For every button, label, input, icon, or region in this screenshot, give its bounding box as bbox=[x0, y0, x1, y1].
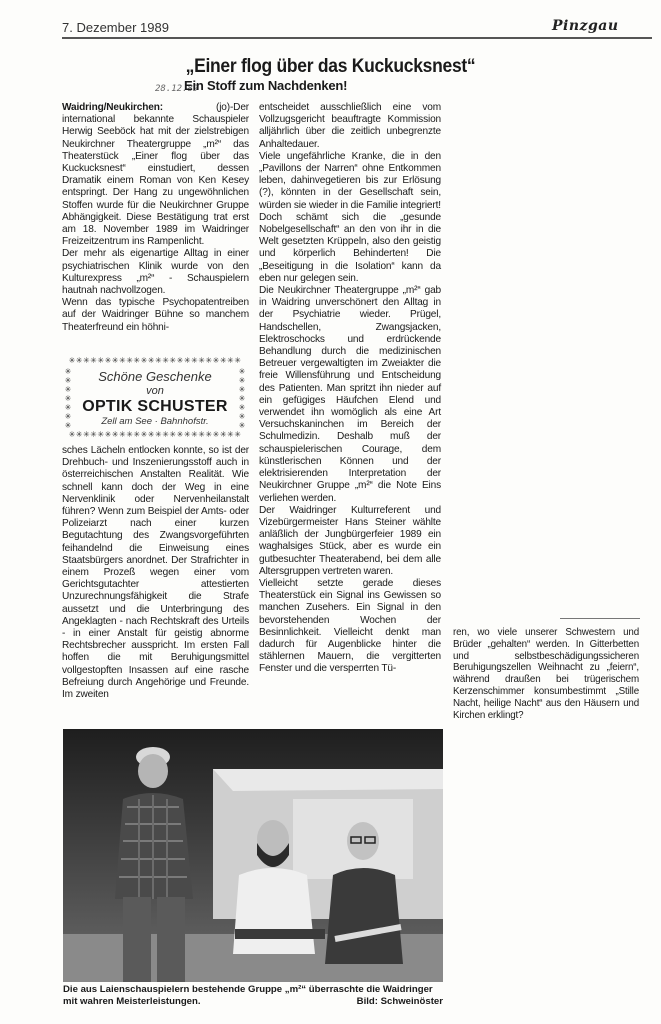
article-column-3 bbox=[453, 627, 639, 721]
column-3-rule bbox=[560, 618, 640, 619]
ad-address: Zell am See · Bahnhofstr. bbox=[101, 416, 209, 427]
ad-business-name: OPTIK SCHUSTER bbox=[82, 398, 228, 415]
article-headline: „Einer flog über das Kuckucksnest“ bbox=[185, 56, 476, 77]
article-paragraph: Die Neukirchner Theatergruppe „m²“ gab in Waidring unverschönert den Alltag in der Psychiatrie wieder. Prügel, Handschellen, Zwangsjacken, Elektroschocks und erdrückende Behandlung durch die medizinischen Betreuer vergewaltigten im Zweiakter die freie Willensführung und Entscheidung des Patienten. Man spritzt ihn nieder auf ein gefügiges Häufchen Elend und verwendet ihn womöglich als eine Art Versuchskaninchen im Bereich der Schulmedizin. Deshalb muß der schauspielerischen Courage, dem künstlerischen Können und der elektrisierenden Interpretation der Neukirchner Gruppe „m²“ die Note Eins verliehen werden. bbox=[259, 285, 441, 504]
ad-star-border-left: ✳ ✳ ✳ ✳ ✳ ✳ ✳ bbox=[64, 367, 72, 430]
article-paragraph: Doch schämt sich die „gesunde Nobelgesellschaft“ an den von ihr in die Welt gesetzten Krüppeln, also den geistig und körperlich Behinderten! Die „Beseitigung in die Isolation“ kann da eben nur gelegen sein. bbox=[259, 211, 441, 284]
ad-tagline: Schöne Geschenke bbox=[98, 369, 212, 384]
article-column-2 bbox=[259, 102, 441, 676]
article-paragraph: Der mehr als eigenartige Alltag in einer psychiatrischen Klinik wurde von den Kulturexpress „m²“ - Schauspielern hautnah nachvollzogen. bbox=[62, 248, 249, 297]
article-paragraph: entscheidet ausschließlich eine vom Vollzugsgericht beauftragte Kommission alljährlich über die zeitlich unbegrenzte Anhaltedauer. bbox=[259, 102, 441, 150]
article-subheadline: Ein Stoff zum Nachdenken! bbox=[184, 78, 348, 93]
ad-star-border-bottom: ✳✳✳✳✳✳✳✳✳✳✳✳✳✳✳✳✳✳✳✳✳✳✳✳ bbox=[68, 430, 242, 439]
article-paragraph: sches Lächeln entlocken konnte, so ist der Drehbuch- und Inszenierungsstoff auch in österreichischen Anstalten Realität. Wie schnell kann doch der Weg in eine Nervenklinik oder Nervenheilanstalt führen? Wenn zum Beispiel der Amts- oder Polizeiarzt nach einer kurzen Begutachtung des Zwangsvorgeführten feihandelnd die Einweisung eines Staatsbürgers anordnet. Der Strafrichter in einem Prozeß wegen einer vom Gerichtsgutachter attestierten Unzurechnungsfähigkeit die Strafe aussetzt und die Unterbringung des Angeklagten - nach Rechtskraft des Urteils - in einer Anstalt für geistig abnorme Rechtsbrecher ausspricht. Im ersten Fall hoffen die mit Beruhigungsmittel vollgestopften Insassen auf eine rasche Befreiung durch Angehörige und Freunde. Im zweiten bbox=[62, 445, 249, 701]
dateline: Waidring/Neukirchen: bbox=[62, 102, 163, 113]
article-paragraph: Der Waidringer Kulturreferent und Vizebürgermeister Hans Steiner wählte anläßlich der Jungbürgerfeier 1989 ein waghalsiges Stück, aber es wurde ein gutbesuchter Theaterabend, bei dem alle Altersgruppen vertreten waren. bbox=[259, 504, 441, 577]
issue-date: 7. Dezember 1989 bbox=[62, 20, 169, 35]
article-paragraph: Vielleicht setzte gerade dieses Theaterstück ein Signal ins Gewissen so manchen Zusehers. Ein Signal in den bevorstehenden Wochen der Besinnlichkeit. Vielleicht denkt man dadurch für Augenblicke hinter die stählernen Mauern, die vergitterten Fenster und die versperrten Tü- bbox=[259, 577, 441, 675]
photo-credit: Bild: Schweinöster bbox=[356, 996, 443, 1007]
header-rule bbox=[62, 37, 652, 39]
article-column-1 bbox=[62, 102, 249, 334]
article-paragraph: Wenn das typische Psychopatentreiben auf der Waidringer Bühne so manchem Theaterfreund ein höhni- bbox=[62, 297, 249, 333]
photo-caption bbox=[63, 984, 443, 1008]
ad-connector: von bbox=[146, 385, 164, 397]
article-column-1-continued bbox=[62, 445, 249, 701]
newspaper-name: Pinzgau bbox=[552, 18, 619, 34]
caption-text: Die aus Laienschauspielern bestehende Gruppe „m²“ überraschte die Waidringer mit wahren Meisterleistungen. bbox=[63, 984, 433, 1007]
ad-star-border-right: ✳ ✳ ✳ ✳ ✳ ✳ ✳ bbox=[238, 367, 246, 430]
paragraph-text: (jo)-Der international bekannte Schauspieler Herwig Seeböck hat mit der zielstrebigen Neukirchner Theatergruppe „m²“ das Theaterstück „Einer flog über das Kuckucksnest“ einstudiert, dessen Dramatik einem Roman von Ken Kesey entspringt. Der Hang zu ungewöhnlichen Stoffen wurde für die Neukirchner Gruppe Abhängigkeit. Diese Bestätigung trat erst am 18. November 1989 im Waidringer Freizeitzentrum ins Rampenlicht. bbox=[62, 102, 249, 248]
ad-star-border-top: ✳✳✳✳✳✳✳✳✳✳✳✳✳✳✳✳✳✳✳✳✳✳✳✳ bbox=[68, 356, 242, 365]
optik-schuster-ad bbox=[64, 355, 246, 441]
stage-photo bbox=[63, 729, 443, 982]
stage-photo-illustration bbox=[63, 729, 443, 982]
article-paragraph bbox=[62, 102, 249, 248]
article-paragraph: ren, wo viele unserer Schwestern und Brüder „gehalten“ werden. In Gitterbetten und selbstbeschädigungssicheren Beruhigungszellen Weihnacht zu „feiern“, während draußen bei trügerischem Kerzenschimmer konsumbestimmt „Stille Nacht, heilige Nacht“ aus den Häusern und Kirchen erklingt? bbox=[453, 627, 639, 721]
article-paragraph: Viele ungefährliche Kranke, die in den „Pavillons der Narren“ ohne Entkommen leben, dahinvegetieren bis zur Erlösung (?), könnten in der Gesellschaft sein, würden sie wieder in die Familie integriert! bbox=[259, 150, 441, 211]
handwritten-date-note: 28.12.89 bbox=[155, 84, 199, 94]
